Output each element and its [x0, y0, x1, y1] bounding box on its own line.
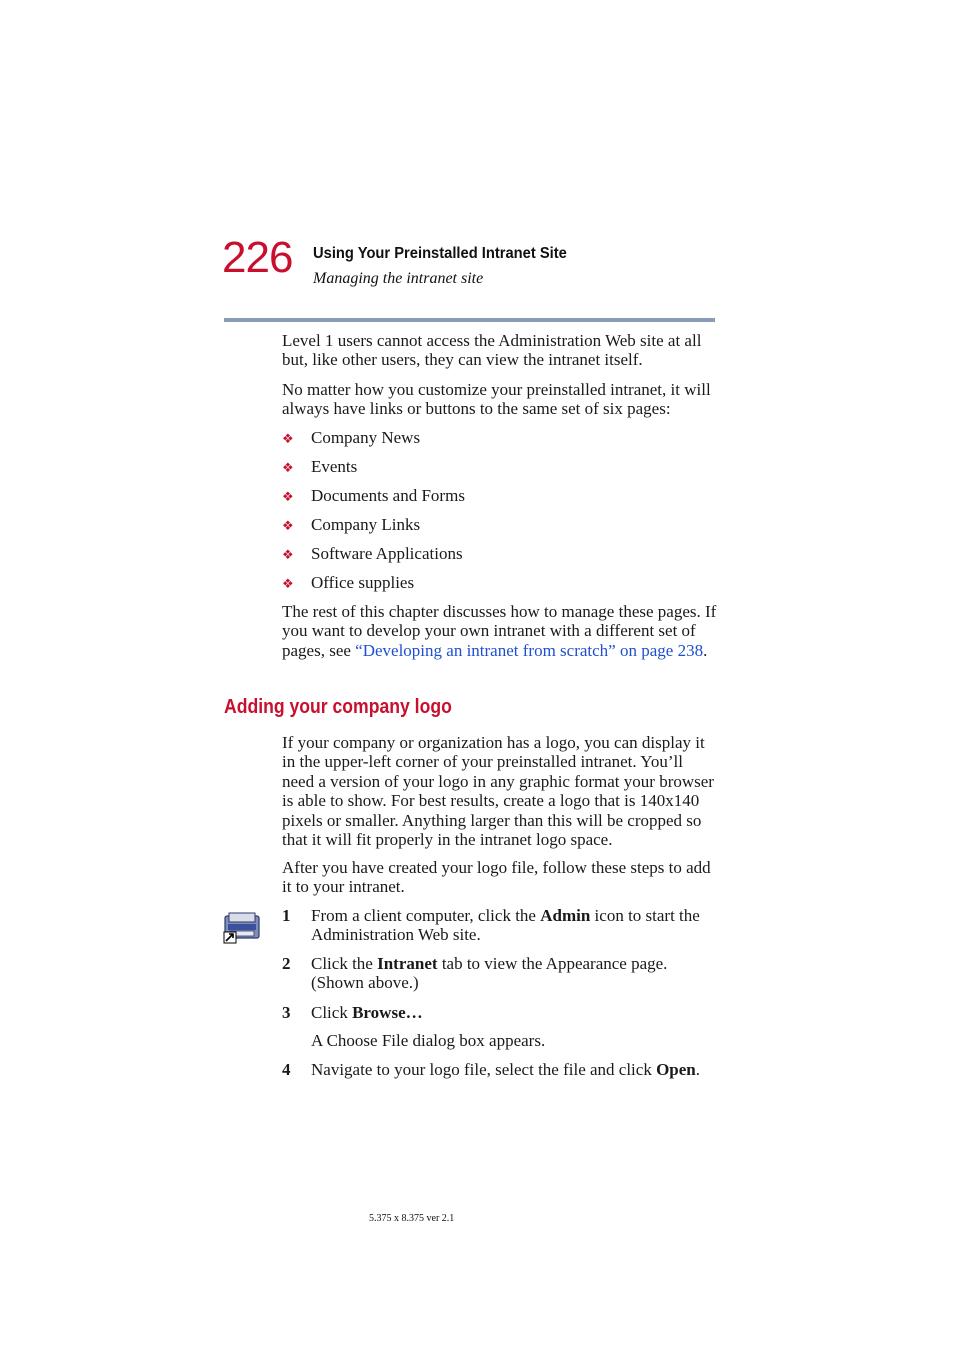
running-header-subtitle: Managing the intranet site: [313, 270, 484, 287]
intro-paragraph-2: No matter how you customize your preinstalled intranet, it will always have links or buttons to the same set of six pages:: [282, 380, 711, 419]
rest-of-chapter-paragraph: The rest of this chapter discusses how to manage these pages. If you want to develop your own intranet with a different set of pages, see “Developing an intranet from scratch” on page 238.: [282, 602, 717, 660]
print-spec-footer: 5.375 x 8.375 ver 2.1: [369, 1213, 455, 1224]
header-rule: [224, 318, 715, 322]
logo-paragraph-2: After you have created your logo file, follow these steps to add it to your intranet.: [282, 858, 711, 897]
diamond-bullet-icon: ❖: [282, 431, 294, 446]
cross-reference-link[interactable]: “Developing an intranet from scratch” on page 238: [355, 640, 704, 660]
page-number: 226: [222, 233, 293, 282]
running-header-title: Using Your Preinstalled Intranet Site: [313, 245, 567, 262]
diamond-bullet-icon: ❖: [282, 460, 294, 475]
admin-shortcut-icon: [223, 910, 261, 944]
section-heading: Adding your company logo: [224, 696, 452, 718]
diamond-bullet-icon: ❖: [282, 489, 294, 504]
logo-paragraph-1: If your company or organization has a logo, you can display it in the upper-left corner of your preinstalled intranet. You’ll need a version of your logo in any graphic format your browser is able to show. For best results, create a logo that is 140x140 pixels or smaller. Anything larger than this will be cropped so that it will fit properly in the intranet logo space.: [282, 733, 714, 850]
diamond-bullet-icon: ❖: [282, 576, 294, 591]
intro-paragraph-1: Level 1 users cannot access the Administration Web site at all but, like other users, they can view the intranet itself.: [282, 331, 702, 370]
diamond-bullet-icon: ❖: [282, 547, 294, 562]
diamond-bullet-icon: ❖: [282, 518, 294, 533]
